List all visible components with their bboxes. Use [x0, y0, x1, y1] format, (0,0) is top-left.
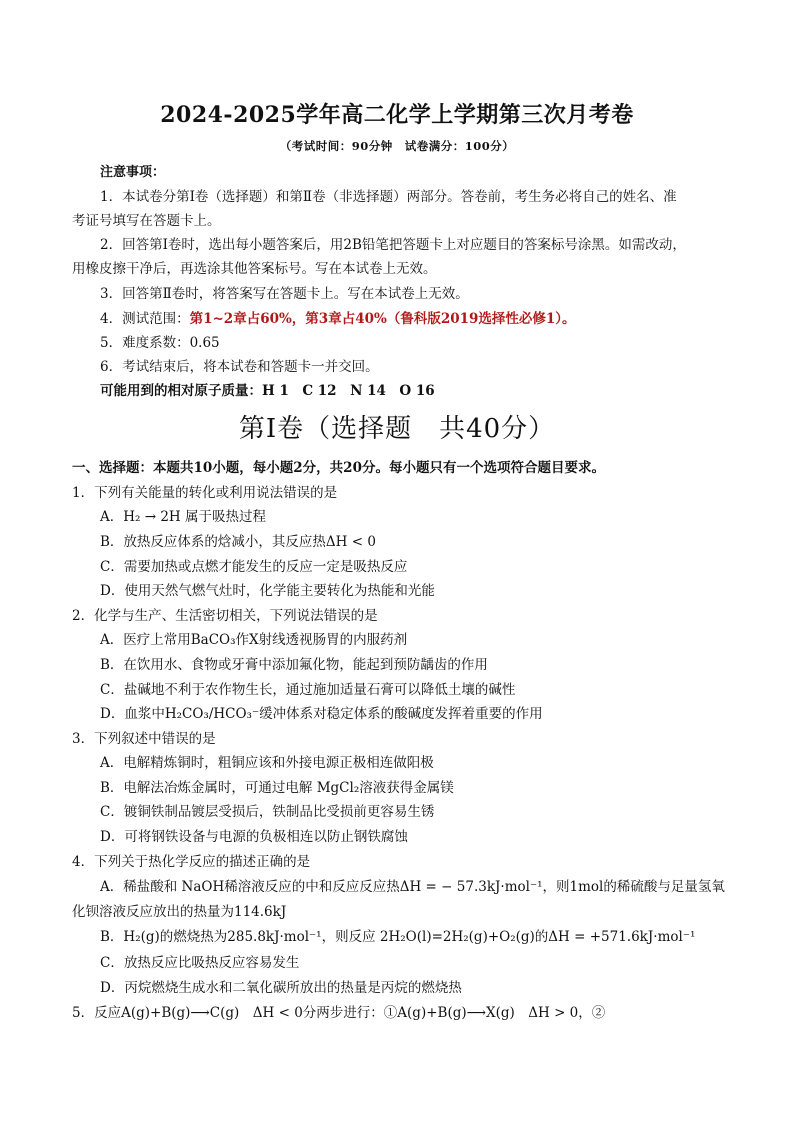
question-1-option-a: A．H₂ → 2H 属于吸热过程 [100, 509, 266, 525]
question-4-option-b: B．H₂(g)的燃烧热为285.8kJ·mol⁻¹，则反应 2H₂O(l)=2H₂(g)+O₂(g)的ΔH = +571.6kJ·mol⁻¹ [100, 929, 696, 945]
section-title: 第Ⅰ卷（选择题 共40分） [238, 414, 556, 444]
question-3-option-d: D．可将钢铁设备与电源的负极相连以防止钢铁腐蚀 [100, 829, 408, 845]
question-4-option-a-line-2: 化钡溶液反应放出的热量为114.6kJ [72, 904, 287, 920]
atomic-mass-line: 可能用到的相对原子质量：H 1 C 12 N 14 O 16 [100, 383, 435, 399]
question-3-option-b: B．电解法冶炼金属时，可通过电解 MgCl₂溶液获得金属镁 [100, 780, 454, 796]
question-4-stem: 4．下列关于热化学反应的描述正确的是 [72, 854, 311, 870]
notice-item-2-line-1: 2．回答第Ⅰ卷时，选出每小题答案后，用2B铅笔把答题卡上对应题目的答案标号涂黑。如需改动， [100, 237, 686, 253]
notice-item-2-line-2: 用橡皮擦干净后，再选涂其他答案标号。写在本试卷上无效。 [72, 261, 437, 277]
notice-item-6: 6．考试结束后，将本试卷和答题卡一并交回。 [100, 359, 379, 375]
question-3-option-a: A．电解精炼铜时，粗铜应该和外接电源正极相连做阳极 [100, 755, 434, 771]
notice-item-3: 3．回答第Ⅱ卷时，将答案写在答题卡上。写在本试卷上无效。 [100, 286, 469, 302]
notice-item-1-line-2: 考证号填写在答题卡上。 [72, 213, 221, 229]
question-4-option-a-line-1: A．稀盐酸和 NaOH稀溶液反应的中和反应反应热ΔH = − 57.3kJ·mol⁻¹，则1mol的稀硫酸与足量氢氧 [100, 879, 725, 895]
question-3-stem: 3．下列叙述中错误的是 [72, 731, 216, 747]
question-1-option-d: D．使用天然气燃气灶时，化学能主要转化为热能和光能 [100, 583, 435, 599]
test-scope: 第1~2章占60%，第3章占40%（鲁科版2019选择性必修1）。 [189, 311, 576, 327]
notice-item-5: 5．难度系数：0.65 [100, 335, 220, 351]
notice-item-4 [100, 309, 576, 329]
question-2-option-d: D．血浆中H₂CO₃/HCO₃⁻缓冲体系对稳定体系的酸碱度发挥着重要的作用 [100, 706, 543, 722]
question-4-option-c: C．放热反应比吸热反应容易发生 [100, 955, 300, 971]
question-5-stem: 5．反应A(g)+B(g)⟶C(g) ΔH < 0分两步进行：①A(g)+B(g)⟶X(g) ΔH > 0，② [72, 1005, 606, 1021]
question-1-option-c: C．需要加热或点燃才能发生的反应一定是吸热反应 [100, 559, 408, 575]
question-3-option-c: C．镀铜铁制品镀层受损后，铁制品比受损前更容易生锈 [100, 804, 435, 820]
question-4-option-d: D．丙烷燃烧生成水和二氧化碳所放出的热量是丙烷的燃烧热 [100, 980, 462, 996]
section-intro: 一、选择题：本题共10小题，每小题2分，共20分。每小题只有一个选项符合题目要求。 [72, 460, 605, 476]
question-2-option-b: B．在饮用水、食物或牙膏中添加氟化物，能起到预防龋齿的作用 [100, 657, 488, 673]
exam-title: 2024-2025学年高二化学上学期第三次月考卷 [160, 102, 634, 128]
question-1-stem: 1．下列有关能量的转化或利用说法错误的是 [72, 485, 338, 501]
notice-item-4-prefix: 4．测试范围： [100, 311, 190, 327]
notice-heading: 注意事项： [100, 165, 166, 180]
question-2-option-a: A．医疗上常用BaCO₃作X射线透视肠胃的内服药剂 [100, 632, 408, 648]
question-1-option-b: B．放热反应体系的焓减小，其反应热ΔH < 0 [100, 534, 376, 550]
question-2-option-c: C．盐碱地不利于农作物生长，通过施加适量石膏可以降低土壤的碱性 [100, 682, 516, 698]
notice-item-1-line-1: 1．本试卷分第Ⅰ卷（选择题）和第Ⅱ卷（非选择题）两部分。答卷前，考生务必将自己的姓名、准 [100, 189, 677, 205]
question-2-stem: 2．化学与生产、生活密切相关，下列说法错误的是 [72, 608, 378, 624]
exam-subtitle: （考试时间：90分钟 试卷满分：100分） [279, 139, 515, 153]
